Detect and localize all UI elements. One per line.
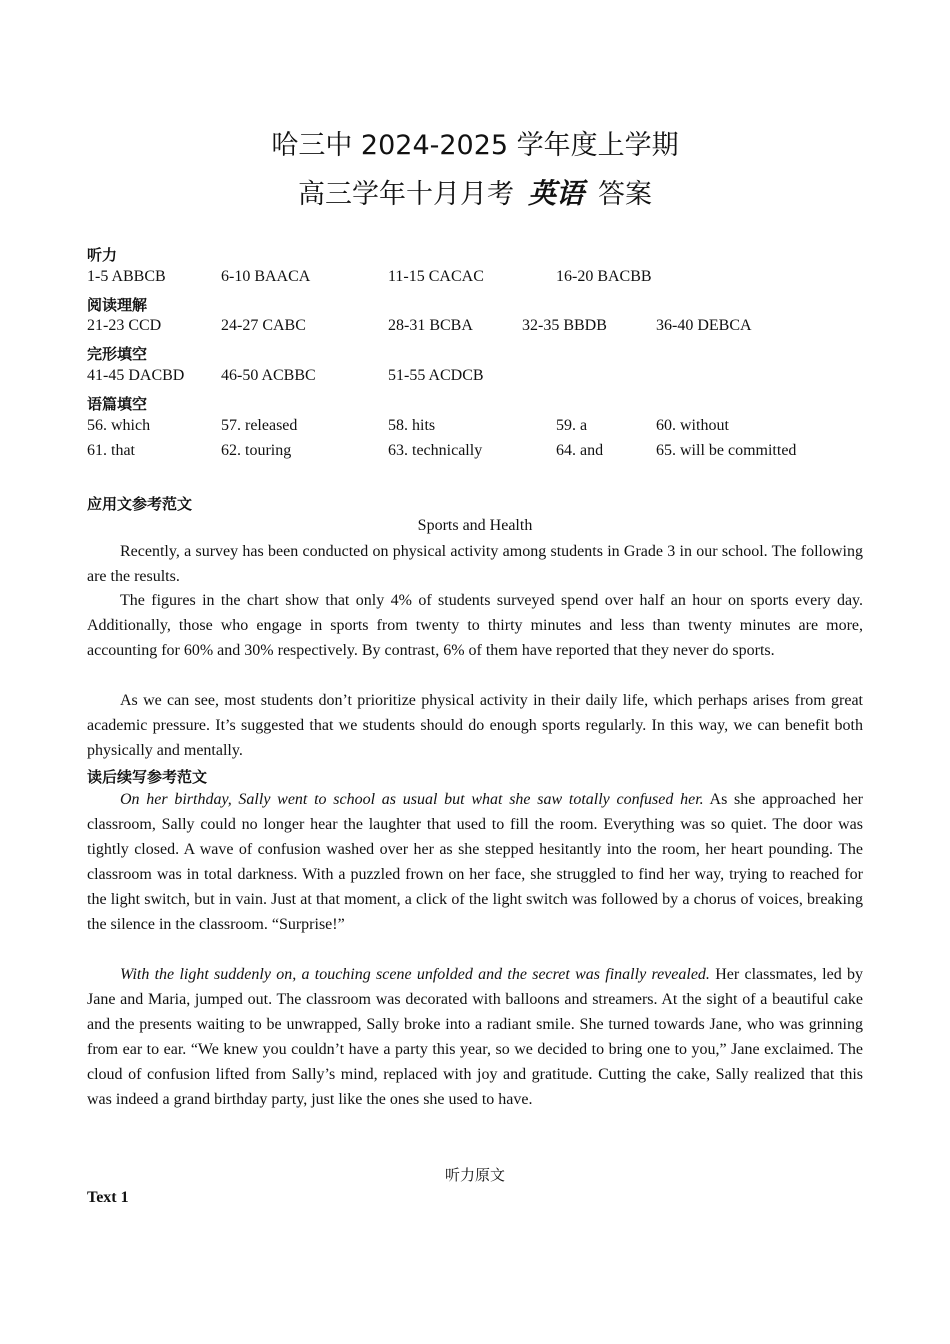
page-subtitle (0, 172, 950, 212)
section-label-grammar: 语篇填空 (87, 395, 148, 413)
answer-row-reading (0, 317, 950, 339)
section-label-cloze: 完形填空 (87, 345, 148, 363)
story-body-2: Her classmates, led by Jane and Maria, jumped out. The classroom was decorated with balloons and streamers. At the sight of a beautiful cake and the presents waiting to be unwrapped, Sally broke into a radiant smile. She turned towards Jane, who was grinning from ear to ear. “We knew you couldn’t have a party this year, so we decided to bring one to you,” Jane exclaimed. The cloud of confusion lifted from Sally’s mind, replaced with joy and gratitude. Cutting the cake, Sally realized that this was indeed a grand birthday party, just like the ones she used to have. (87, 966, 864, 1108)
answer-cell: 57. released (221, 417, 298, 434)
answer-cell: 6-10 BAACA (221, 268, 311, 285)
answer-cell: 28-31 BCBA (388, 317, 473, 334)
answer-cell: 24-27 CABC (221, 317, 306, 334)
section-label-practical-writing: 应用文参考范文 (87, 495, 193, 513)
answer-cell: 59. a (556, 417, 588, 434)
story-lead-sentence-1: On her birthday, Sally went to school as usual but what she saw totally confused her. (120, 791, 704, 808)
essay-paragraph-1: Recently, a survey has been conducted on physical activity among students in Grade 3 in our school. The following are the results. (87, 543, 863, 585)
section-label-reading: 阅读理解 (87, 296, 148, 314)
answer-row-cloze (0, 367, 950, 389)
answer-cell: 60. without (656, 417, 729, 434)
answer-cell: 46-50 ACBBC (221, 367, 316, 384)
answer-cell: 56. which (87, 417, 151, 434)
answer-cell: 16-20 BACBB (556, 268, 652, 285)
answer-cell: 51-55 ACDCB (388, 367, 484, 384)
answer-cell: 11-15 CACAC (388, 268, 484, 285)
answer-cell: 62. touring (221, 442, 292, 459)
listening-text-heading: Text 1 (87, 1189, 129, 1206)
subject-name: 英语 (527, 177, 584, 210)
story-paragraph-1 (87, 788, 863, 937)
answer-row-grammar-2 (0, 442, 950, 464)
story-paragraph-2 (87, 963, 863, 1112)
answer-cell: 41-45 DACBD (87, 367, 185, 384)
answer-cell: 21-23 CCD (87, 317, 162, 334)
subtitle-prefix: 高三学年十月月考 (297, 179, 514, 210)
story-lead-sentence-2: With the light suddenly on, a touching scene unfolded and the secret was finally revealed. (120, 966, 710, 983)
subtitle-suffix: 答案 (598, 179, 652, 210)
answer-cell: 61. that (87, 442, 135, 459)
answer-cell: 65. will be committed (656, 442, 797, 459)
essay-paragraph-2: The figures in the chart show that only 4% of students surveyed spend over half an hour on sports every day. Additionally, those who engage in sports from twenty to thirty minutes and less than twenty minutes are more, accounting for 60% and 30% respectively. By contrast, 6% of them have reported that they never do sports. (87, 592, 863, 659)
essay-title: Sports and Health (417, 517, 533, 534)
page-title: 哈三中 2024-2025 学年度上学期 (271, 130, 679, 161)
section-label-continuation-writing: 读后续写参考范文 (87, 768, 208, 786)
answer-row-listening (0, 268, 950, 290)
answer-cell: 63. technically (388, 442, 483, 459)
answer-cell: 58. hits (388, 417, 436, 434)
answer-cell: 32-35 BBDB (522, 317, 607, 334)
answer-row-grammar-1 (0, 417, 950, 439)
story-body-1: As she approached her classroom, Sally could no longer hear the laughter that used to fill the room. Everything was so quiet. The door was tightly closed. A wave of confusion washed over her as she stepped hesitantly into the room, her heart pounding. The classroom was in total darkness. With a puzzled frown on her face, she struggled to find her way, trying to reached for the light switch, but in vain. Just at that moment, a click of the light switch was followed by a chorus of voices, breaking the silence in the classroom. “Surprise!” (87, 791, 863, 933)
section-label-listening: 听力 (87, 246, 118, 264)
listening-script-heading: 听力原文 (444, 1166, 505, 1184)
answer-cell: 1-5 ABBCB (87, 268, 166, 285)
essay-paragraph-3: As we can see, most students don’t prioritize physical activity in their daily life, which perhaps arises from great academic pressure. It’s suggested that we students should do enough sports regularly. In this way, we can benefit both physically and mentally. (87, 692, 863, 759)
answer-cell: 36-40 DEBCA (656, 317, 752, 334)
answer-cell: 64. and (556, 442, 604, 459)
